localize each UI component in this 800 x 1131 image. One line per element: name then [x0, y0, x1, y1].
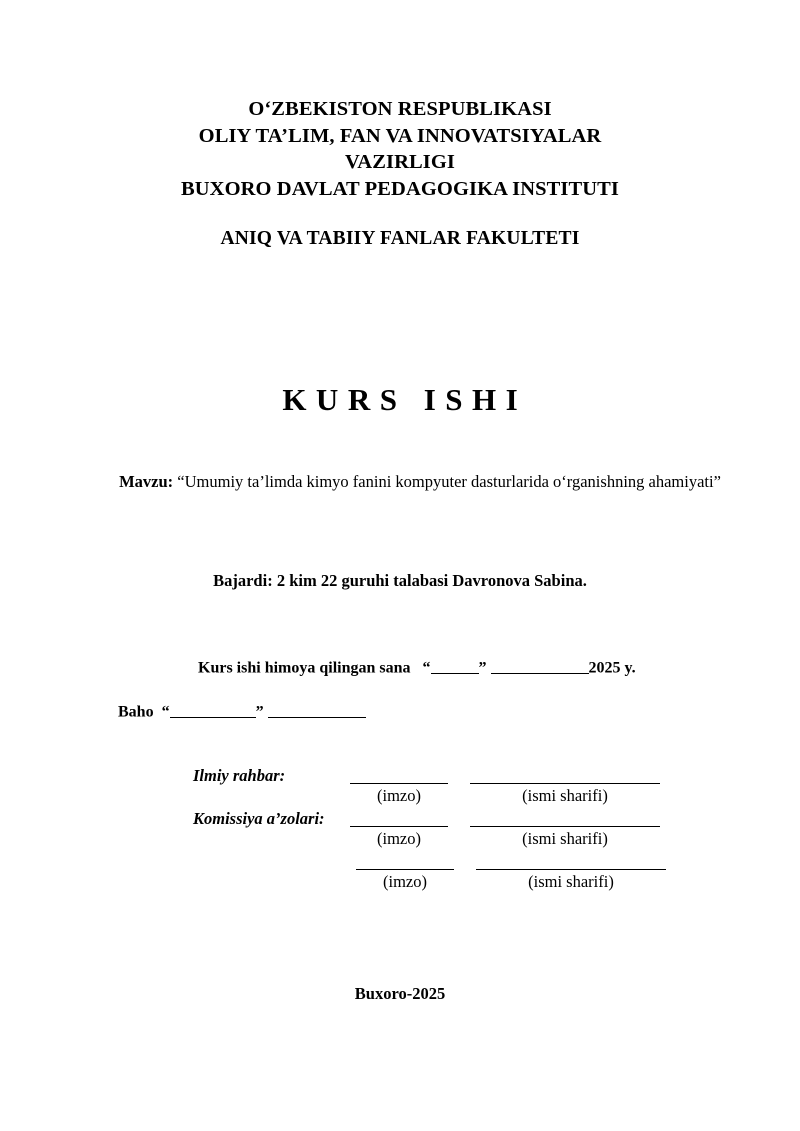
grade-quote-open: “: [161, 703, 170, 721]
performed-by-line: Bajardi: 2 kim 22 guruhi talabasi Davronova Sabina.: [213, 571, 587, 590]
header-line-ministry-suffix: VAZIRLIGI: [345, 151, 455, 173]
signature-caption-commission1-name: (ismi sharifi): [522, 829, 608, 848]
topic-label: Mavzu:: [119, 472, 174, 491]
grade-text-blank: [268, 702, 366, 718]
header-line-faculty: ANIQ VA TABIIY FANLAR FAKULTETI: [220, 228, 580, 249]
defense-date-label: Kurs ishi himoya qilingan sana: [198, 659, 411, 677]
defense-year: 2025 y.: [588, 659, 636, 677]
defense-quote-open: “: [422, 659, 431, 677]
signature-label-supervisor: Ilmiy rahbar:: [193, 766, 286, 785]
signature-rule-commission2-imzo: [356, 869, 454, 870]
signature-rule-supervisor-name: [470, 783, 660, 784]
grade-line: [118, 702, 366, 722]
topic-block: [110, 466, 730, 498]
signature-label-commission: Komissiya a’zolari:: [193, 809, 325, 828]
grade-label: Baho: [118, 703, 154, 721]
signature-caption-commission2-imzo: (imzo): [383, 872, 427, 891]
signature-caption-commission2-name: (ismi sharifi): [528, 872, 614, 891]
institution-header: [60, 96, 740, 252]
signature-row-commission-1: [193, 809, 673, 852]
defense-date-line: [198, 658, 636, 678]
header-line-ministry-name: OLIY TA’LIM, FAN VA INNOVATSIYALAR: [198, 124, 602, 147]
header-line-ministry-country: OʻZBEKISTON RESPUBLIKASI: [248, 98, 552, 120]
signature-caption-commission1-imzo: (imzo): [377, 829, 421, 848]
signature-rule-commission2-name: [476, 869, 666, 870]
page-title: KURS ISHI: [282, 382, 528, 417]
signature-rule-supervisor-imzo: [350, 783, 448, 784]
defense-day-blank: [431, 658, 479, 674]
signature-caption-supervisor-name: (ismi sharifi): [522, 786, 608, 805]
defense-quote-close: ”: [478, 659, 487, 677]
grade-quote-close: ”: [255, 703, 264, 721]
header-line-institute: BUXORO DAVLAT PEDAGOGIKA INSTITUTI: [181, 177, 619, 200]
signature-row-supervisor: [193, 766, 673, 809]
topic-text: “Umumiy ta’limda kimyo fanini kompyuter dasturlarida oʻrganishning ahamiyati”: [177, 472, 721, 491]
signature-block: [193, 766, 673, 895]
signature-rule-commission1-name: [470, 826, 660, 827]
grade-value-blank: [170, 702, 256, 718]
signature-rule-commission1-imzo: [350, 826, 448, 827]
footer-city-year: Buxoro-2025: [354, 984, 446, 1003]
signature-caption-supervisor-imzo: (imzo): [377, 786, 421, 805]
signature-row-commission-2: [193, 852, 673, 895]
defense-month-blank: [491, 658, 589, 674]
